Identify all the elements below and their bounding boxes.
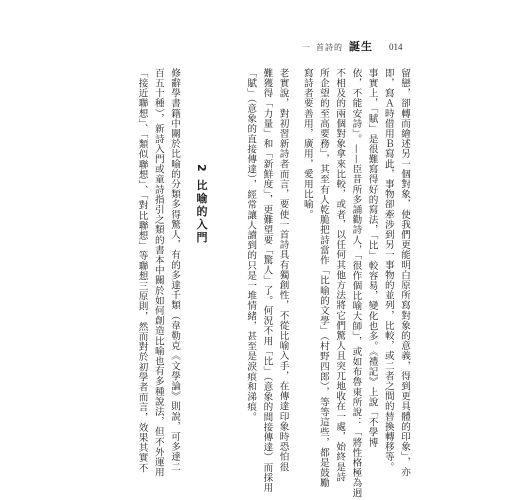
paragraph-block-3 — [117, 68, 182, 478]
text-line: 事實上，「賦」是很難寫得好的寫法，「比」較容易，變化也多。《禮記》上說「不學博 — [366, 68, 378, 448]
text-line: 「賦」（意象的直接傳達），經常讓人讀到的只是一堆情緒，甚至是淚痕和涕痕。 — [245, 68, 257, 422]
text-line: 百五十種），新詩入門或童詩指引之類的書本中關於如何創造比喻也有多種說法，但不外運用 — [152, 68, 164, 478]
running-header-dash: 一 — [302, 43, 310, 52]
page-number: 014 — [389, 42, 403, 52]
paragraph-block-1 — [245, 68, 412, 498]
text-line: 不相及的兩個對象拿來比較，或者，以任何其他方法將它們驚人且突兀地收在一處，始終是詩 — [334, 68, 346, 483]
text-line: 所企望的至高要務」，其至有人乾脆把詩當作「比喻的文學」（村野四郎），等等這些，都是鼓勵 — [317, 68, 329, 488]
text-line: 依，不能安詩」。——臣昔所多誦勸詩人，「很作個比喻大師」，或如布魯東所說：「將性格極為迥 — [350, 68, 362, 498]
text-line: 「接近聯想」、「類似聯想」、「對比聯想」等聯想三原則，然而對於初學者而言，效果其實不 — [136, 68, 148, 473]
text-line: 難獲得「力量」和「新鮮度」，更難望要「驚人」了。何況不用「比」（意象的間接傳達）而採用 — [261, 68, 273, 493]
running-header — [302, 38, 403, 54]
text-line: 即，寫Ａ時借用Ｂ寫此，事物卻牽涉到另一事物的並列，比較，或二者之間的替換轉移等。 — [382, 68, 394, 472]
paragraph-gap — [291, 68, 299, 402]
running-header-book-title: 誕生 — [349, 40, 373, 53]
text-line: 留戀，卻轉而繪述另一個對象，使我們更能明白原所寫對象的意義，得到更具體的印象」，亦 — [399, 68, 410, 478]
text-line: 老實說，對初習新詩者而言，要使一首詩具有獨創性，不從比喻入手，在傳達印象時恐怕很 — [277, 68, 289, 472]
text-line: 修辭學書籍中關於比喻的分類多得驚人，有的多達千類（韋勒克《文學論》則說，可多達二 — [169, 68, 180, 472]
text-line: 寫詩者要善用，廣用，愛用比喻。 — [301, 68, 313, 220]
running-header-small-text: 首詩的 — [316, 43, 343, 52]
section-heading: 2 比喻的入門 — [195, 164, 208, 245]
